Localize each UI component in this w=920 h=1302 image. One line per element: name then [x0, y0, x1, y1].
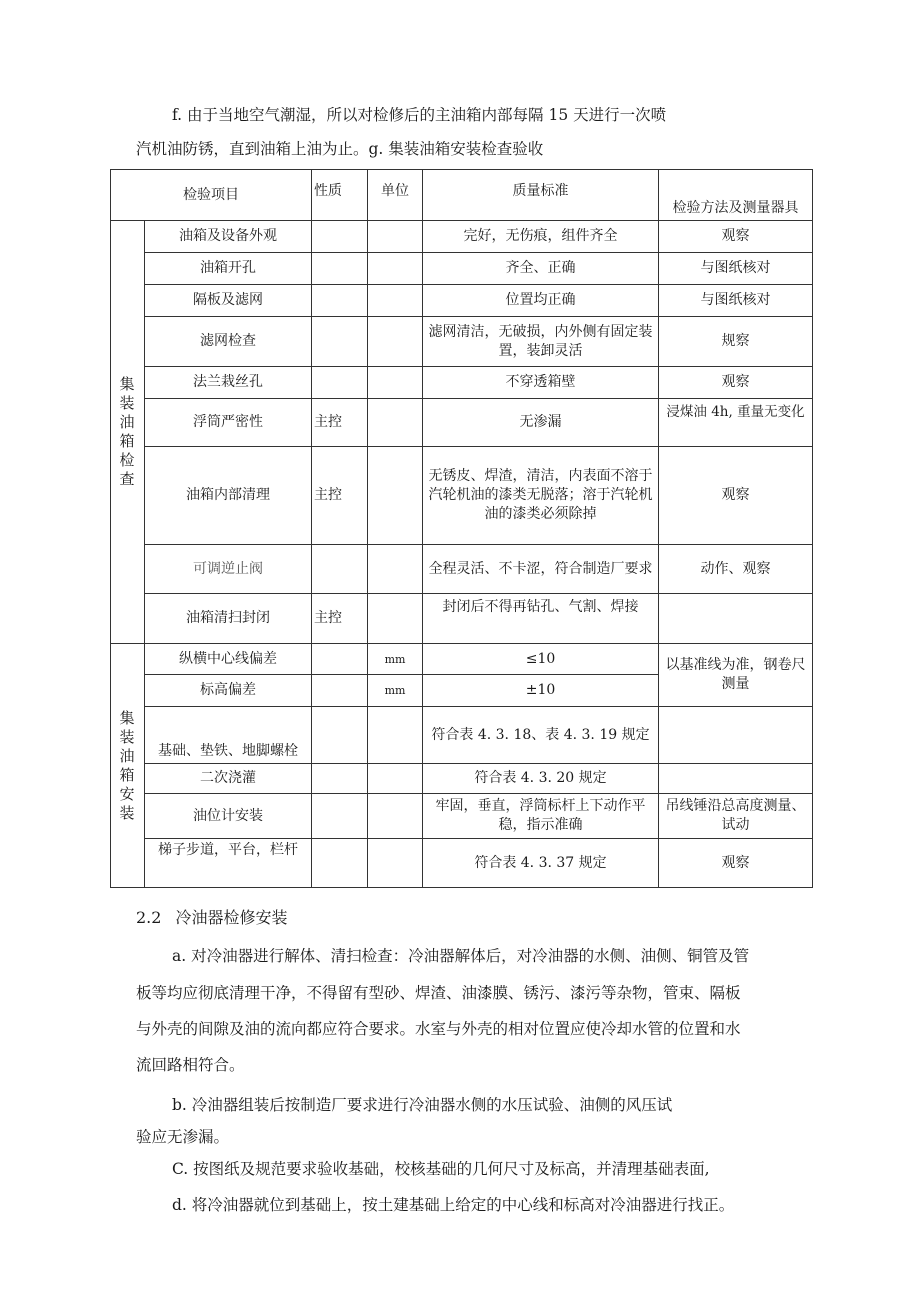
cell-nature [312, 675, 368, 707]
cell-standard: 符合表 4. 3. 37 规定 [423, 839, 659, 888]
cell-unit: mm [368, 675, 423, 707]
cell-standard: 全程灵活、不卡涩，符合制造厂要求 [423, 545, 659, 594]
cell-unit [368, 594, 423, 644]
cell-standard: 无渗漏 [423, 399, 659, 447]
cell-standard: 齐全、正确 [423, 253, 659, 285]
intro-line-1: f. 由于当地空气潮湿，所以对检修后的主油箱内部每隔 15 天进行一次喷 [172, 106, 667, 124]
cell-item: 纵横中心线偏差 [145, 644, 312, 675]
paragraph-a-line: 流回路相符合。 [136, 1056, 245, 1074]
cell-item: 油位计安装 [145, 794, 312, 839]
cell-standard: 牢固，垂直，浮筒标杆上下动作平稳，指示准确 [423, 794, 659, 839]
cell-nature [312, 221, 368, 253]
table-row [111, 367, 813, 399]
cell-nature [312, 253, 368, 285]
cell-standard: 符合表 4. 3. 18、表 4. 3. 19 规定 [423, 707, 659, 764]
cell-unit: mm [368, 644, 423, 675]
cell-method: 与图纸核对 [659, 253, 813, 285]
paragraph-a-line: 与外壳的间隙及油的流向都应符合要求。水室与外壳的相对位置应使冷却水管的位置和水 [136, 1020, 741, 1038]
group-label-installation: 集 装 油 箱 安装 [111, 644, 145, 888]
cell-item: 二次浇灌 [145, 764, 312, 794]
cell-item: 标高偏差 [145, 675, 312, 707]
cell-unit [368, 367, 423, 399]
table-row [111, 839, 813, 888]
cell-unit [368, 285, 423, 317]
paragraph-a-line: 板等均应彻底清理干净，不得留有型砂、焊渣、油漆膜、锈污、漆污等杂物，管束、隔板 [136, 984, 741, 1002]
cell-unit [368, 839, 423, 888]
cell-nature: 主控 [312, 447, 368, 545]
table-row [111, 253, 813, 285]
table-row [111, 317, 813, 367]
cell-method: 观察 [659, 367, 813, 399]
cell-method: 观察 [659, 839, 813, 888]
cell-nature [312, 794, 368, 839]
cell-item: 滤网检查 [145, 317, 312, 367]
cell-standard: ≤10 [423, 644, 659, 675]
cell-method: 浸煤油 4h, 重量无变化 [659, 399, 813, 447]
header-method: 检验方法及测量器具 [659, 170, 813, 221]
cell-unit [368, 447, 423, 545]
cell-item: 可调逆止阀 [145, 545, 312, 594]
cell-unit [368, 545, 423, 594]
table-row [111, 794, 813, 839]
cell-item: 浮筒严密性 [145, 399, 312, 447]
cell-item: 基础、垫铁、地脚螺栓 [145, 707, 312, 764]
cell-item: 隔板及滤网 [145, 285, 312, 317]
cell-unit [368, 794, 423, 839]
table-row [111, 221, 813, 253]
paragraph-c: C. 按图纸及规范要求验收基础，校核基础的几何尺寸及标高，并清理基础表面, [172, 1160, 710, 1178]
inspection-table [110, 169, 813, 888]
cell-nature [312, 707, 368, 764]
group-label-inspection: 集 装 油 箱 检查 [111, 221, 145, 644]
cell-nature: 主控 [312, 594, 368, 644]
cell-standard: 完好，无伤痕，组件齐全 [423, 221, 659, 253]
table-row [111, 707, 813, 764]
cell-method: 规察 [659, 317, 813, 367]
cell-nature [312, 317, 368, 367]
cell-item: 法兰栽丝孔 [145, 367, 312, 399]
cell-unit [368, 399, 423, 447]
table-row [111, 399, 813, 447]
table-row [111, 545, 813, 594]
cell-unit [368, 764, 423, 794]
cell-method [659, 707, 813, 764]
table-row [111, 447, 813, 545]
cell-item: 梯子步道，平台，栏杆 [145, 839, 312, 888]
section-heading [136, 907, 287, 929]
section-number: 2.2 [136, 908, 162, 927]
section-title: 冷油器检修安装 [175, 908, 288, 927]
cell-nature [312, 285, 368, 317]
cell-standard: 无锈皮、焊渣，清洁，内表面不溶于汽轮机油的漆类无脱落；溶于汽轮机油的漆类必须除掉 [423, 447, 659, 545]
cell-unit [368, 253, 423, 285]
cell-nature [312, 644, 368, 675]
header-nature: 性质 [312, 170, 368, 221]
table-row [111, 285, 813, 317]
cell-item: 油箱及设备外观 [145, 221, 312, 253]
table-row [111, 764, 813, 794]
table-row [111, 594, 813, 644]
header-standard: 质量标准 [423, 170, 659, 221]
cell-standard: 滤网清洁，无破损，内外侧有固定装置，装卸灵活 [423, 317, 659, 367]
cell-method: 以基准线为准，钢卷尺测量 [659, 644, 813, 707]
cell-standard: 不穿透箱壁 [423, 367, 659, 399]
cell-item: 油箱清扫封闭 [145, 594, 312, 644]
paragraph-b-line: b. 冷油器组装后按制造厂要求进行冷油器水侧的水压试验、油侧的风压试 [172, 1096, 673, 1114]
cell-method: 与图纸核对 [659, 285, 813, 317]
cell-standard: 符合表 4. 3. 20 规定 [423, 764, 659, 794]
header-unit: 单位 [368, 170, 423, 221]
cell-item: 油箱开孔 [145, 253, 312, 285]
cell-standard: 位置均正确 [423, 285, 659, 317]
cell-method [659, 764, 813, 794]
paragraph-b-line: 验应无渗漏。 [136, 1128, 230, 1146]
cell-nature [312, 367, 368, 399]
cell-standard: 封闭后不得再钻孔、气割、焊接 [423, 594, 659, 644]
cell-nature [312, 545, 368, 594]
paragraph-a-line: a. 对冷油器进行解体、清扫检查：冷油器解体后，对冷油器的水侧、油侧、铜管及管 [172, 947, 750, 965]
cell-nature [312, 764, 368, 794]
paragraph-d: d. 将冷油器就位到基础上，按土建基础上给定的中心线和标高对冷油器进行找正。 [172, 1196, 735, 1214]
cell-method: 动作、观察 [659, 545, 813, 594]
cell-method [659, 594, 813, 644]
table-header-row [111, 170, 813, 221]
cell-unit [368, 707, 423, 764]
table-row [111, 644, 813, 675]
cell-unit [368, 317, 423, 367]
cell-method: 吊线锤沿总高度测量、试动 [659, 794, 813, 839]
cell-method: 观察 [659, 447, 813, 545]
cell-nature [312, 839, 368, 888]
cell-nature: 主控 [312, 399, 368, 447]
intro-line-2: 汽机油防锈，直到油箱上油为止。g. 集装油箱安装检查验收 [136, 140, 544, 158]
cell-item: 油箱内部清理 [145, 447, 312, 545]
cell-standard: ±10 [423, 675, 659, 707]
cell-method: 观察 [659, 221, 813, 253]
header-item: 检验项目 [111, 170, 312, 221]
cell-unit [368, 221, 423, 253]
